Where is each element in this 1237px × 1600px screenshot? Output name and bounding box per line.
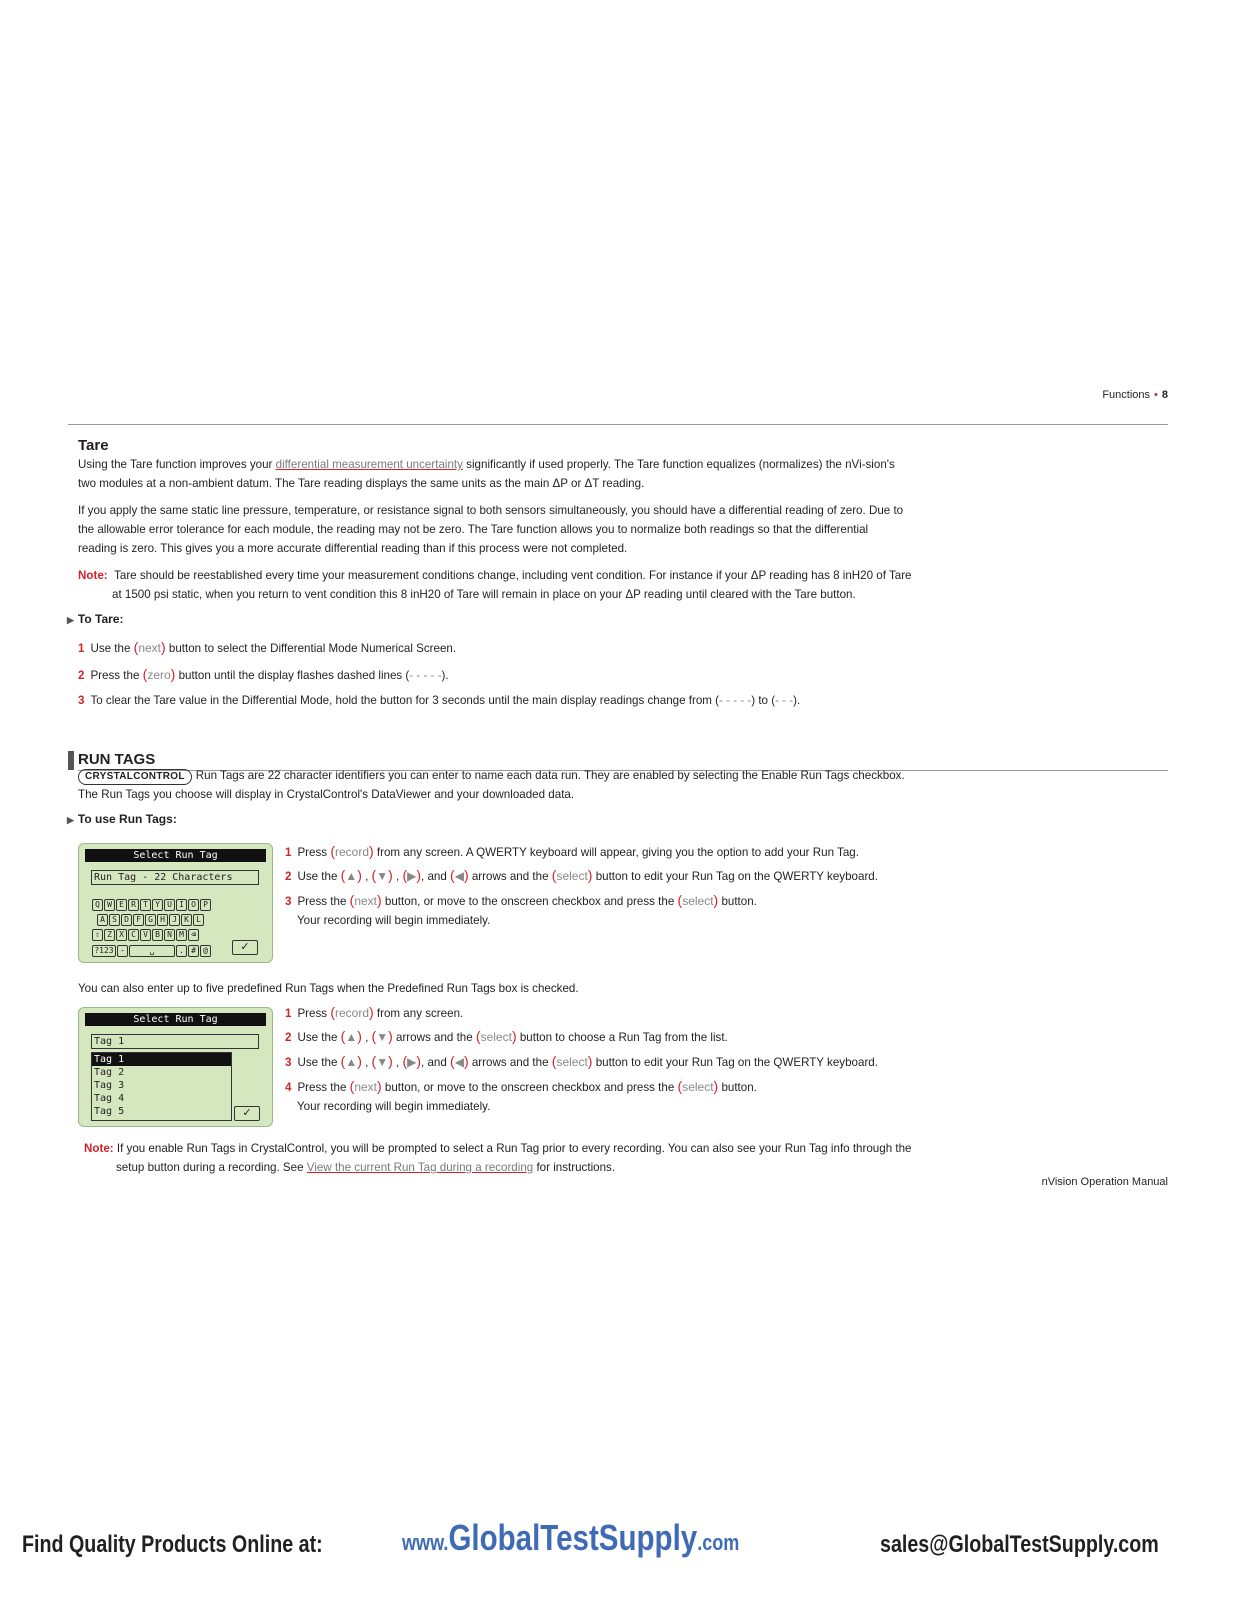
keyboard-key: H	[157, 914, 168, 926]
right-arrow-icon: (▶)	[402, 867, 422, 883]
keyboard-key: U	[164, 899, 175, 911]
run-tags-intro	[78, 766, 938, 804]
keyboard-key: G	[145, 914, 156, 926]
footer-website-link[interactable]	[402, 1517, 739, 1559]
step-number: 2	[285, 1031, 292, 1044]
record-button-ref: (record)	[330, 843, 374, 859]
keyboard-key: ⇧	[92, 929, 103, 941]
bullet-dot: •	[1154, 389, 1158, 401]
keyboard-key: S	[109, 914, 120, 926]
step-number: 1	[78, 642, 85, 655]
step-text: Press the	[297, 895, 350, 908]
step-text: button.	[718, 895, 757, 908]
down-arrow-icon: (▼)	[371, 867, 393, 883]
uncertainty-link[interactable]: differential measurement uncertainty	[275, 458, 463, 471]
keyboard-key: B	[152, 929, 163, 941]
site-name: GlobalTestSupply	[448, 1517, 698, 1558]
tag-item: Tag 3	[94, 1080, 125, 1091]
tag-item: Tag 4	[94, 1093, 125, 1104]
step-text: button.	[718, 1081, 757, 1094]
keyboard-key: ␣	[129, 945, 175, 957]
tare-step-1	[78, 639, 456, 655]
down-arrow-icon: (▼)	[371, 1028, 393, 1044]
step-text: arrows and the	[468, 870, 552, 883]
step-text: Press the	[297, 1081, 350, 1094]
note-text-2: for instructions.	[533, 1161, 616, 1174]
tare-step-3	[78, 694, 800, 707]
step-number: 3	[285, 1056, 292, 1069]
step-text: button to select the Differential Mode Numerical Screen.	[165, 642, 457, 655]
selected-tag-field: Tag 1	[91, 1034, 259, 1049]
step-text: button until the display flashes dashed lines (	[175, 669, 410, 682]
select-button-ref: (select)	[551, 867, 593, 883]
keyboard-key: R	[128, 899, 139, 911]
step-text: ) to (	[751, 694, 776, 707]
keyboard-key: C	[128, 929, 139, 941]
left-arrow-icon: (◀)	[450, 867, 469, 883]
keyboard-key: T	[140, 899, 151, 911]
step-text: ).	[441, 669, 449, 682]
step-text: button, or move to the onscreen checkbox and press the	[381, 895, 678, 908]
keyboard-key: ⌫	[188, 929, 199, 941]
step-number: 4	[285, 1081, 292, 1094]
zero-button-ref: (zero)	[142, 666, 176, 682]
intro-text-2: The Run Tags you choose will display in CrystalControl's DataViewer and your downloaded data.	[78, 788, 575, 801]
note-label: Note:	[84, 1142, 114, 1155]
next-button-ref: (next)	[349, 1078, 382, 1094]
keyboard-key: I	[176, 899, 187, 911]
step-text: Press	[297, 1007, 331, 1020]
triangle-bullet-icon: ▶	[67, 815, 74, 825]
step-text: Press	[297, 846, 331, 859]
left-arrow-icon: (◀)	[450, 1053, 469, 1069]
page-header	[1102, 389, 1168, 401]
keyboard-key: -	[117, 945, 128, 957]
tare-paragraph-1	[78, 455, 908, 493]
keyboard-key: P	[200, 899, 211, 911]
step-text: Use the	[90, 642, 134, 655]
keyboard-key: M	[176, 929, 187, 941]
select-button-ref: (select)	[551, 1053, 593, 1069]
next-button-ref: (next)	[349, 892, 382, 908]
tag-list	[91, 1052, 232, 1121]
dashes: - - - - -	[719, 694, 752, 707]
intro-text: Run Tags are 22 character identifiers you can enter to name each data run. They are enabled by selecting the Enable Run Tags checkbox.	[195, 769, 905, 782]
up-arrow-icon: (▲)	[340, 867, 362, 883]
section-name: Functions	[1102, 389, 1151, 401]
tag-item: Tag 5	[94, 1106, 125, 1117]
crystalcontrol-logo: CRYSTALCONTROL	[78, 769, 192, 785]
manual-title: nVision Operation Manual	[1041, 1176, 1168, 1188]
keyboard-screen-image	[78, 843, 273, 963]
keyboard-key: A	[97, 914, 108, 926]
keyboard-key: D	[121, 914, 132, 926]
page-number: 8	[1161, 389, 1168, 401]
note-text: Tare should be reestablished every time your measurement conditions change, including vent condition. For instance if your ΔP reading has 8 inH20 of Tare at 1500 psi static, when you return to vent condition this 8 inH20 of Tare will remain in place on your ΔP reading until cleared with the Tare button.	[112, 569, 912, 601]
step-text: Use the	[297, 1056, 341, 1069]
keyboard-key: Q	[92, 899, 103, 911]
step-text: , and	[421, 1056, 451, 1069]
tare-paragraph-2: If you apply the same static line pressure, temperature, or resistance signal to both sensors simultaneously, you should have a differential reading of zero. Due to the allowable error tolerance for each module, the reading may not be zero. The Tare function allows you to normalize both readings so that the differential reading is zero. This gives you a more accurate differential reading than if this process were not completed.	[78, 504, 904, 555]
step-text: Press the	[90, 669, 143, 682]
predef-step-2: 2 Use the (▲) , (▼) arrows and the (select) button to choose a Run Tag from the list.	[285, 1028, 728, 1044]
tag-item: Tag 2	[94, 1067, 125, 1078]
keyboard-key: L	[193, 914, 204, 926]
keyboard-key: @	[200, 945, 211, 957]
step-text: , and	[421, 870, 451, 883]
keyboard-key: .	[176, 945, 187, 957]
predef-step-3: 3 Use the (▲) , (▼) , (▶), and (◀) arrows and the (select) button to edit your Run Tag on the QWERTY keyboard.	[285, 1053, 878, 1069]
com-text: .com	[697, 1530, 740, 1555]
step-number: 1	[285, 1007, 292, 1020]
step-text: from any screen. A QWERTY keyboard will appear, giving you the option to add your Run Tag.	[373, 846, 859, 859]
tare-p1-text-2: significantly if used properly. The Tare function equalizes (normalizes) the nVi-sion's two modules at a non-ambient datum. The Tare reading displays the same units as the main ΔP or ΔT reading.	[78, 458, 895, 490]
predefined-paragraph: You can also enter up to five predefined Run Tags when the Predefined Run Tags box is checked.	[78, 982, 579, 995]
screen-title: Select Run Tag	[85, 849, 266, 862]
keyboard-key: K	[181, 914, 192, 926]
keyboard-key: O	[188, 899, 199, 911]
to-use-label: To use Run Tags:	[77, 812, 177, 826]
www-text: www.	[402, 1530, 449, 1555]
down-arrow-icon: (▼)	[371, 1053, 393, 1069]
step-number: 1	[285, 846, 292, 859]
run-tag-field: Run Tag - 22 Characters	[91, 870, 259, 885]
run-step-1	[285, 843, 859, 859]
step-text: Your recording will begin immediately.	[297, 1100, 491, 1113]
triangle-bullet-icon: ▶	[67, 615, 74, 625]
record-button-ref: (record)	[330, 1004, 374, 1020]
to-tare-label: To Tare:	[77, 612, 124, 626]
tag-item-selected: Tag 1	[92, 1053, 231, 1066]
select-button-ref: (select)	[677, 892, 719, 908]
keyboard-key: F	[133, 914, 144, 926]
predef-step-1	[285, 1004, 463, 1020]
header-rule	[68, 424, 1168, 425]
step-text: Your recording will begin immediately.	[297, 914, 491, 927]
step-text: arrows and the	[468, 1056, 552, 1069]
section-bar	[68, 751, 74, 770]
keyboard-key: Z	[104, 929, 115, 941]
keyboard-key: V	[140, 929, 151, 941]
note-label: Note:	[78, 569, 108, 582]
footer-email-link[interactable]: sales@GlobalTestSupply.com	[880, 1531, 1159, 1558]
select-button-ref: (select)	[475, 1028, 517, 1044]
tare-step-2	[78, 666, 449, 682]
run-step-3	[285, 891, 757, 930]
up-arrow-icon: (▲)	[340, 1028, 362, 1044]
view-run-tag-link[interactable]: View the current Run Tag during a recording	[306, 1161, 534, 1174]
tare-p1-text: Using the Tare function improves your	[78, 458, 276, 471]
dashes: - - -	[775, 694, 794, 707]
keyboard-key: X	[116, 929, 127, 941]
step-text: Use the	[297, 870, 341, 883]
step-text: To clear the Tare value in the Differential Mode, hold the button for 3 seconds until the main display readings change from (	[90, 694, 720, 707]
step-number: 2	[285, 870, 292, 883]
to-tare-heading	[67, 612, 123, 626]
run-tags-note	[84, 1139, 926, 1177]
screen-title: Select Run Tag	[85, 1013, 266, 1026]
to-use-run-tags-heading	[67, 812, 177, 826]
step-number: 2	[78, 669, 85, 682]
keyboard-key: E	[116, 899, 127, 911]
step-text: button, or move to the onscreen checkbox and press the	[381, 1081, 678, 1094]
check-icon: ✓	[234, 1106, 260, 1121]
step-number: 3	[285, 895, 292, 908]
run-step-2: 2 Use the (▲) , (▼) , (▶), and (◀) arrows and the (select) button to edit your Run Tag on the QWERTY keyboard.	[285, 867, 878, 883]
footer-left: Find Quality Products Online at:	[22, 1531, 323, 1558]
note-text: If you enable Run Tags in CrystalControl, you will be prompted to select a Run Tag prior to every recording. You can also see your Run Tag info through the setup button during a recording. See	[116, 1142, 912, 1174]
up-arrow-icon: (▲)	[340, 1053, 362, 1069]
next-button-ref: (next)	[133, 639, 166, 655]
right-arrow-icon: (▶)	[402, 1053, 422, 1069]
run-tags-heading: RUN TAGS	[78, 751, 156, 768]
step-number: 3	[78, 694, 85, 707]
step-text: Use the	[297, 1031, 341, 1044]
step-text: arrows and the	[392, 1031, 476, 1044]
dashes: - - - - -	[409, 669, 442, 682]
keyboard-row-4	[92, 940, 212, 958]
tag-list-screen-image	[78, 1007, 273, 1127]
step-text: button to choose a Run Tag from the list.	[516, 1031, 728, 1044]
keyboard-key: J	[169, 914, 180, 926]
predef-step-4	[285, 1077, 757, 1116]
step-text: button to edit your Run Tag on the QWERTY keyboard.	[592, 870, 878, 883]
select-button-ref: (select)	[677, 1078, 719, 1094]
keyboard-key: Y	[152, 899, 163, 911]
keyboard-key: #	[188, 945, 199, 957]
tare-note	[78, 566, 922, 604]
step-text: from any screen.	[373, 1007, 464, 1020]
keyboard-key: W	[104, 899, 115, 911]
tare-heading: Tare	[78, 437, 109, 454]
step-text: ).	[793, 694, 801, 707]
check-icon: ✓	[232, 940, 258, 955]
step-text: button to edit your Run Tag on the QWERTY keyboard.	[592, 1056, 878, 1069]
keyboard-key: ?123	[92, 945, 116, 957]
keyboard-key: N	[164, 929, 175, 941]
